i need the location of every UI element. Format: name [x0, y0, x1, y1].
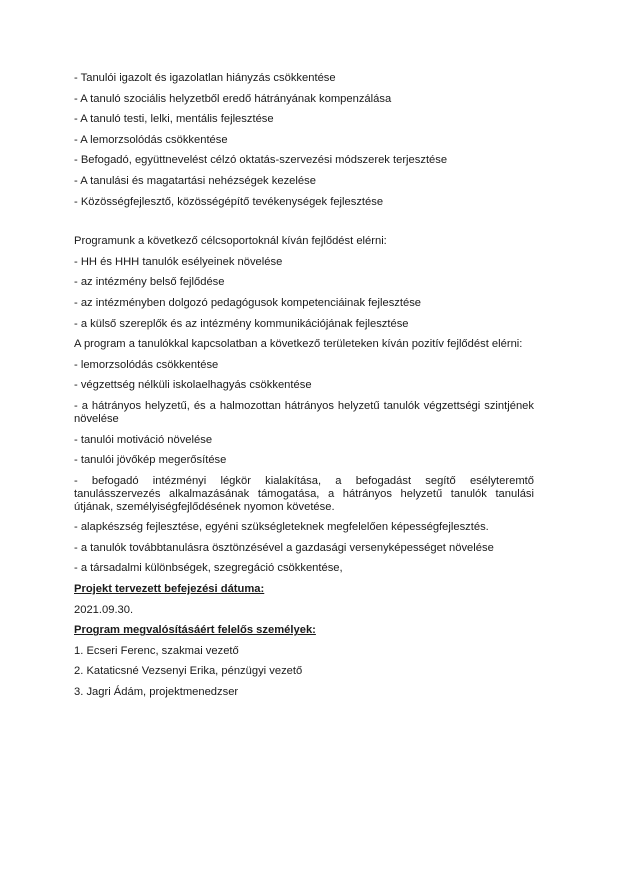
list-item: - lemorzsolódás csökkentése — [74, 358, 219, 371]
list-item: - Tanulói igazolt és igazolatlan hiányzás csökkentése — [74, 72, 336, 84]
list-item: - a hátrányos helyzetű, és a halmozottan hátrányos helyzetű tanulók végzettségi szintjének növelése — [74, 399, 534, 425]
responsible-list — [74, 645, 534, 699]
student-areas-list — [74, 359, 534, 576]
list-item: - A tanuló testi, lelki, mentális fejlesztése — [74, 113, 274, 126]
list-item: - az intézményben dolgozó pedagógusok kompetenciáinak fejlesztése — [74, 296, 422, 309]
paragraph-gap — [74, 216, 534, 235]
list-item: - A lemorzsolódás csökkentése — [74, 133, 228, 146]
list-item: - Közösségfejlesztő, közösségépítő tevékenységek fejlesztése — [74, 195, 384, 208]
list-item: - a tanulók továbbtanulásra ösztönzésével a gazdasági versenyképességet növelése — [74, 541, 494, 554]
list-item: - A tanulási és magatartási nehézségek kezelése — [74, 174, 316, 187]
list-item: - tanulói jövőkép megerősítése — [74, 454, 227, 467]
document-page — [74, 72, 534, 707]
end-date-heading: Projekt tervezett befejezési dátuma: — [74, 583, 265, 596]
list-item: - az intézmény belső fejlődése — [74, 276, 225, 289]
list-item: - Befogadó, együttnevelést célzó oktatás-szervezési módszerek terjesztése — [74, 154, 448, 167]
list-item: - végzettség nélküli iskolaelhagyás csökkentése — [74, 379, 312, 392]
target-groups-list — [74, 256, 534, 331]
list-item: - A tanuló szociális helyzetből eredő hátrányának kompenzálása — [74, 92, 392, 105]
list-item: 3. Jagri Ádám, projektmenedzser — [74, 686, 239, 699]
list-item: - a társadalmi különbségek, szegregáció csökkentése, — [74, 562, 343, 575]
list-item: - a külső szereplők és az intézmény kommunikációjának fejlesztése — [74, 317, 409, 330]
list-item: - HH és HHH tanulók esélyeinek növelése — [74, 255, 283, 268]
goals-list — [74, 72, 534, 209]
list-item: - alapkészség fejlesztése, egyéni szükségleteknek megfelelően képességfejlesztés. — [74, 521, 489, 534]
list-item: - tanulói motiváció növelése — [74, 433, 213, 446]
end-date-value: 2021.09.30. — [74, 603, 134, 616]
list-item: 1. Ecseri Ferenc, szakmai vezető — [74, 644, 239, 657]
list-item: - befogadó intézményi légkör kialakítása, a befogadást segítő esélyteremtő tanulásszervezés alkalmazásának támogatása, a hátrányos helyzetű tanulók tanulási útjának, személyiségfejlődésének nyomon követése. — [74, 474, 534, 513]
list-item: 2. Kataticsné Vezsenyi Erika, pénzügyi vezető — [74, 665, 303, 678]
target-groups-intro: Programunk a következő célcsoportoknál kíván fejlődést elérni: — [74, 235, 387, 248]
student-areas-intro: A program a tanulókkal kapcsolatban a következő területeken kíván pozitív fejlődést elérni: — [74, 338, 523, 351]
responsible-heading: Program megvalósításáért felelős személyek: — [74, 624, 316, 637]
